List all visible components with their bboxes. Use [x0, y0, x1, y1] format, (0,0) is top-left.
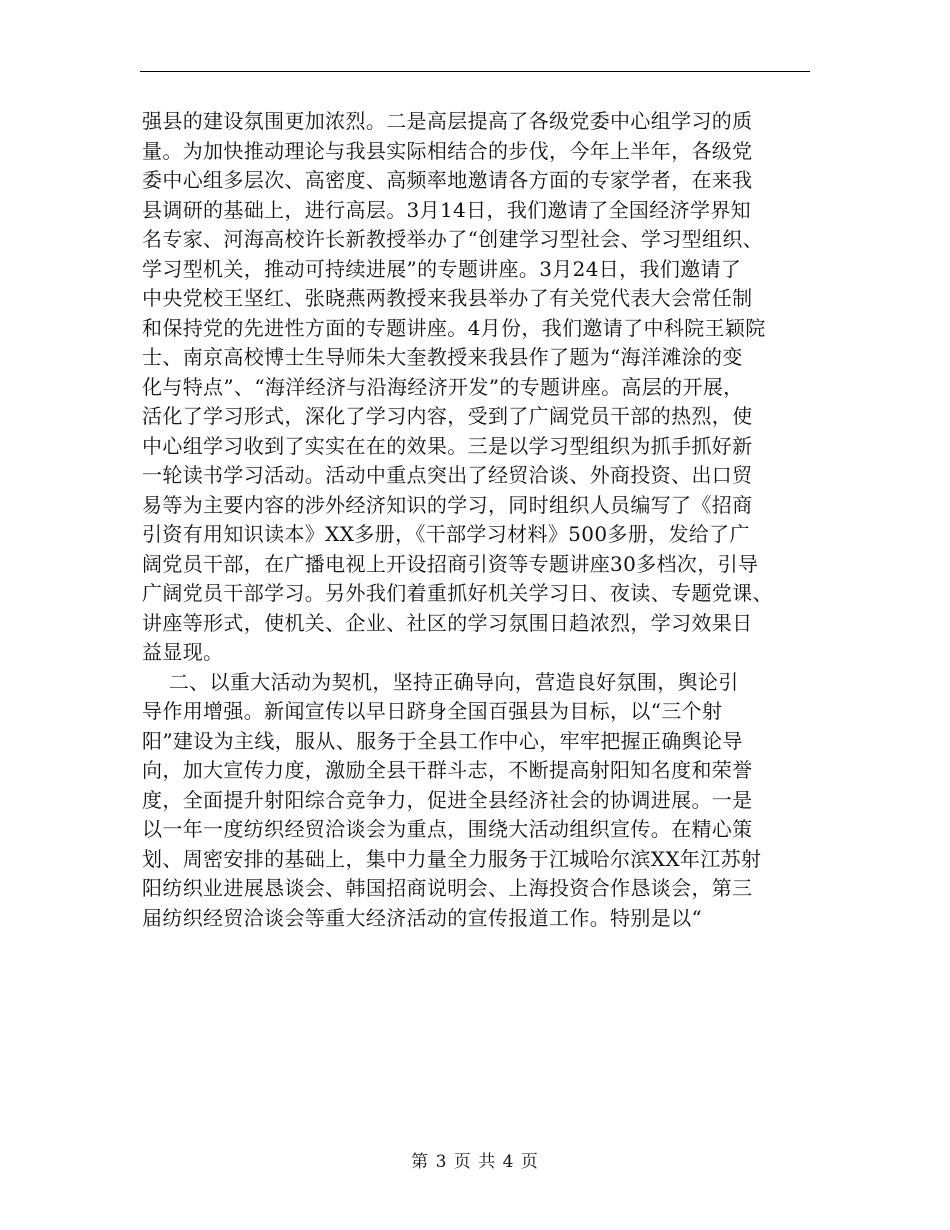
- text-line: 向，加大宣传力度，激励全县干群斗志，不断提高射阳知名度和荣誉: [142, 758, 753, 782]
- text-line: 划、周密安排的基础上，集中力量全力服务于江城哈尔滨XX年江苏射: [142, 846, 762, 871]
- text-line: 益显现。: [142, 640, 224, 664]
- text-line: 引资有用知识读本》XX多册，《干部学习材料》500多册，发给了广: [142, 522, 750, 546]
- text-line: 县调研的基础上，进行高层。3月14日，我们邀请了全国经济学界知: [142, 197, 752, 222]
- text-line: 化与特点”、“海洋经济与沿海经济开发”的专题讲座。高层的开展，: [142, 374, 744, 399]
- text-line: 名专家、河海高校许长新教授举办了“创建学习型社会、学习型组织、: [142, 227, 764, 251]
- text-line: 阳纺织业进展恳谈会、韩国招商说明会、上海投资合作恳谈会，第三: [142, 876, 753, 900]
- text-line: 讲座等形式，使机关、企业、社区的学习氛围日趋浓烈，学习效果日: [142, 610, 753, 635]
- text-line: 以一年一度纺织经贸洽谈会为重点，围绕大活动组织宣传。在精心策: [142, 817, 753, 841]
- text-line: 二、以重大活动为契机，坚持正确导向，营造良好氛围，舆论引: [142, 669, 739, 694]
- text-line: 阳”建设为主线，服从、服务于全县工作中心，牢牢把握正确舆论导: [142, 728, 743, 753]
- text-line: 广阔党员干部学习。另外我们着重抓好机关学习日、夜读、专题党课、: [142, 581, 773, 605]
- text-line: 士、南京高校博士生导师朱大奎教授来我县作了题为“海洋滩涂的变: [142, 345, 743, 369]
- page-number-footer: 第 3 页 共 4 页: [411, 1152, 539, 1172]
- text-line: 度，全面提升射阳综合竞争力，促进全县经济社会的协调进展。一是: [142, 787, 753, 812]
- header-rule: [140, 71, 810, 72]
- text-line: 导作用增强。新闻宣传以早日跻身全国百强县为目标，以“三个射: [142, 699, 723, 723]
- text-line: 和保持党的先进性方面的专题讲座。4月份，我们邀请了中科院王颖院: [142, 315, 766, 340]
- text-line: 阔党员干部，在广播电视上开设招商引资等专题讲座30多档次，引导: [142, 551, 759, 576]
- text-line: 易等为主要内容的涉外经济知识的学习，同时组织人员编写了《招商: [142, 492, 753, 517]
- body-text: [142, 107, 814, 933]
- text-line: 中心组学习收到了实实在在的效果。三是以学习型组织为抓手抓好新: [142, 433, 753, 458]
- text-line: 强县的建设氛围更加浓烈。二是高层提高了各级党委中心组学习的质: [142, 109, 753, 133]
- text-line: 委中心组多层次、高密度、高频率地邀请各方面的专家学者，在来我: [142, 168, 753, 192]
- text-line: 活化了学习形式，深化了学习内容，受到了广阔党员干部的热烈，使: [142, 404, 753, 428]
- text-line: 一轮读书学习活动。活动中重点突出了经贸洽谈、外商投资、出口贸: [142, 463, 753, 487]
- text-line: 量。为加快推动理论与我县实际相结合的步伐，今年上半年，各级党: [142, 138, 753, 163]
- text-line: 学习型机关，推动可持续进展”的专题讲座。3月24日，我们邀请了: [142, 256, 742, 281]
- text-line: 中央党校王坚红、张晓燕两教授来我县举办了有关党代表大会常任制: [142, 286, 753, 310]
- text-line: 届纺织经贸洽谈会等重大经济活动的宣传报道工作。特别是以“: [142, 905, 703, 930]
